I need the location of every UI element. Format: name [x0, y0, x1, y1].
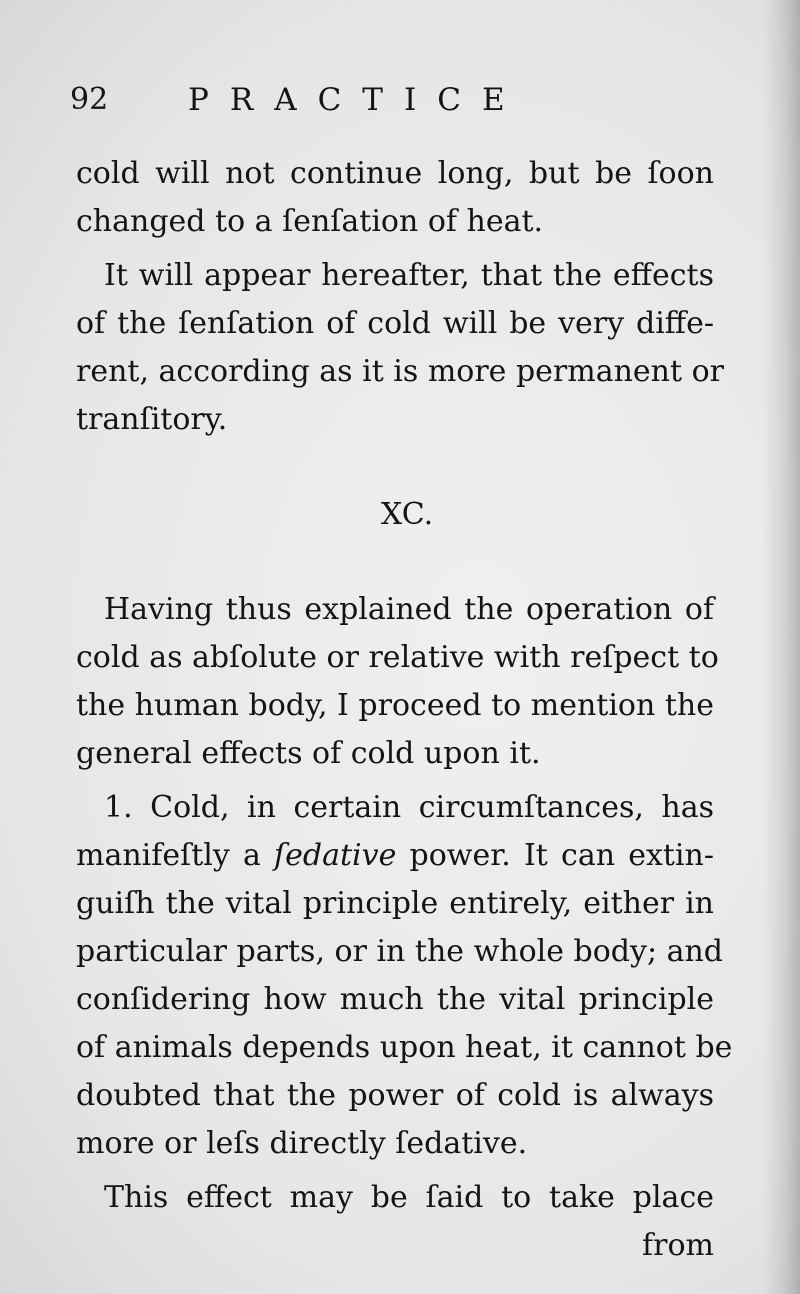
text-line: tranſitory. — [76, 402, 228, 437]
text-line: guiſh the vital principle entirely, either in — [76, 886, 714, 921]
page-number: 92 — [70, 82, 109, 117]
italic-term: ſedative — [274, 838, 397, 873]
running-title: PRACTICE — [188, 82, 526, 118]
text-line: more or leſs directly ſedative. — [76, 1126, 528, 1161]
text-line: rent, according as it is more permanent or — [76, 354, 724, 389]
text-line: changed to a ſenſation of heat. — [76, 204, 544, 239]
text-line: cold as abſolute or relative with reſpect to — [76, 640, 719, 675]
text-line: Having thus explained the operation of — [104, 592, 714, 627]
text-fragment: manifeſtly a — [76, 838, 275, 873]
text-line: 1. Cold, in certain circumſtances, has — [104, 790, 714, 825]
text-line: It will appear hereafter, that the effects — [104, 258, 714, 293]
spine-shadow — [762, 0, 800, 1294]
section-heading: XC. — [380, 497, 434, 532]
text-line: general effects of cold upon it. — [76, 736, 541, 771]
text-line — [76, 832, 714, 880]
text-line: conſidering how much the vital principle — [76, 982, 714, 1017]
text-line: the human body, I proceed to mention the — [76, 688, 714, 723]
text-fragment: power. It can extin- — [396, 838, 714, 873]
text-line: This effect may be ſaid to take place — [104, 1180, 714, 1215]
text-line: of animals depends upon heat, it cannot be — [76, 1030, 733, 1065]
text-line: particular parts, or in the whole body; and — [76, 934, 723, 969]
text-line: cold will not continue long, but be ſoon — [76, 156, 714, 191]
text-line: doubted that the power of cold is always — [76, 1078, 714, 1113]
running-head — [70, 78, 730, 122]
body-text — [76, 150, 733, 1270]
catchword: from — [642, 1228, 714, 1263]
text-line: of the ſenſation of cold will be very diffe- — [76, 306, 714, 341]
